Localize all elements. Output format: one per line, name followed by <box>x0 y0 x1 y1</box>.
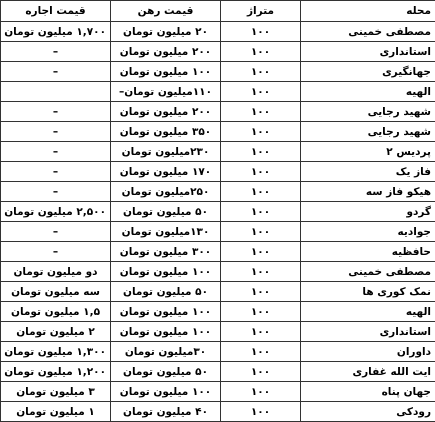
cell-mortgage-price: ۱۰۰ میلیون تومان <box>111 302 221 322</box>
cell-mortgage-price: ۳۰میلیون تومان <box>111 342 221 362</box>
cell-neighborhood: جوادیه <box>301 222 435 242</box>
cell-mortgage-price: ۴۰ میلیون تومان <box>111 402 221 422</box>
table-row <box>1 262 435 282</box>
cell-neighborhood: جهانگیری <box>301 62 435 82</box>
cell-mortgage-price: ۳۰۰ میلیون تومان <box>111 242 221 262</box>
cell-neighborhood: هیکو فاز سه <box>301 182 435 202</box>
cell-neighborhood: جهان پناه <box>301 382 435 402</box>
cell-area: ۱۰۰ <box>221 342 301 362</box>
cell-neighborhood: پردیس ۲ <box>301 142 435 162</box>
cell-rent-price: – <box>1 242 111 262</box>
cell-mortgage-price: ۲۵۰میلیون تومان <box>111 182 221 202</box>
table-row <box>1 362 435 382</box>
table-body <box>1 22 435 422</box>
cell-rent-price: ۳ میلیون تومان <box>1 382 111 402</box>
cell-area: ۱۰۰ <box>221 382 301 402</box>
cell-area: ۱۰۰ <box>221 82 301 102</box>
cell-rent-price: – <box>1 182 111 202</box>
cell-rent-price: دو میلیون تومان <box>1 262 111 282</box>
cell-rent-price: – <box>1 42 111 62</box>
header-row <box>1 1 435 22</box>
table-row <box>1 242 435 262</box>
header-rent-price: قیمت اجاره <box>1 1 111 22</box>
table-row <box>1 142 435 162</box>
table-row <box>1 382 435 402</box>
cell-area: ۱۰۰ <box>221 102 301 122</box>
cell-rent-price: ۱,۳۰۰ میلیون تومان <box>1 342 111 362</box>
cell-mortgage-price: ۱۰۰ میلیون تومان <box>111 262 221 282</box>
cell-area: ۱۰۰ <box>221 242 301 262</box>
cell-area: ۱۰۰ <box>221 222 301 242</box>
table-row <box>1 402 435 422</box>
cell-neighborhood: الهیه <box>301 82 435 102</box>
cell-neighborhood: حافظیه <box>301 242 435 262</box>
cell-area: ۱۰۰ <box>221 362 301 382</box>
cell-neighborhood: استانداری <box>301 322 435 342</box>
header-neighborhood: محله <box>301 1 435 22</box>
cell-mortgage-price: ۲۰۰ میلیون تومان <box>111 42 221 62</box>
cell-area: ۱۰۰ <box>221 162 301 182</box>
cell-area: ۱۰۰ <box>221 62 301 82</box>
cell-neighborhood: نمک کوری ها <box>301 282 435 302</box>
header-area: متراژ <box>221 1 301 22</box>
cell-area: ۱۰۰ <box>221 182 301 202</box>
table-row <box>1 322 435 342</box>
cell-area: ۱۰۰ <box>221 402 301 422</box>
table-row <box>1 202 435 222</box>
table-row <box>1 22 435 42</box>
table-row <box>1 302 435 322</box>
table-row <box>1 182 435 202</box>
cell-neighborhood: ایت الله غفاری <box>301 362 435 382</box>
cell-area: ۱۰۰ <box>221 322 301 342</box>
cell-area: ۱۰۰ <box>221 142 301 162</box>
cell-mortgage-price: ۲۳۰میلیون تومان <box>111 142 221 162</box>
cell-rent-price: ۱,۷۰۰ میلیون تومان <box>1 22 111 42</box>
table-row <box>1 42 435 62</box>
table-row <box>1 62 435 82</box>
cell-rent-price: سه میلیون تومان <box>1 282 111 302</box>
cell-mortgage-price: ۱۰۰ میلیون تومان <box>111 322 221 342</box>
cell-mortgage-price: ۱۱۰میلیون تومان– <box>111 82 221 102</box>
cell-mortgage-price: ۱۰۰ میلیون تومان <box>111 382 221 402</box>
cell-rent-price: ۲,۵۰۰ میلیون تومان <box>1 202 111 222</box>
header-mortgage-price: قیمت رهن <box>111 1 221 22</box>
cell-rent-price: – <box>1 162 111 182</box>
cell-neighborhood: الهیه <box>301 302 435 322</box>
cell-rent-price: – <box>1 102 111 122</box>
cell-area: ۱۰۰ <box>221 122 301 142</box>
cell-neighborhood: شهید رجایی <box>301 102 435 122</box>
cell-mortgage-price: ۱۷۰ میلیون تومان <box>111 162 221 182</box>
cell-area: ۱۰۰ <box>221 262 301 282</box>
cell-area: ۱۰۰ <box>221 22 301 42</box>
cell-neighborhood: مصطفی خمینی <box>301 22 435 42</box>
cell-neighborhood: استانداری <box>301 42 435 62</box>
table-row <box>1 82 435 102</box>
cell-rent-price: ۱ میلیون تومان <box>1 402 111 422</box>
table-row <box>1 282 435 302</box>
cell-area: ۱۰۰ <box>221 302 301 322</box>
cell-area: ۱۰۰ <box>221 282 301 302</box>
cell-neighborhood: داوران <box>301 342 435 362</box>
cell-area: ۱۰۰ <box>221 42 301 62</box>
table-row <box>1 342 435 362</box>
cell-rent-price: – <box>1 142 111 162</box>
cell-rent-price: – <box>1 222 111 242</box>
table-row <box>1 122 435 142</box>
table-row <box>1 162 435 182</box>
cell-mortgage-price: ۵۰ میلیون تومان <box>111 282 221 302</box>
cell-neighborhood: رودکی <box>301 402 435 422</box>
cell-rent-price: ۱,۵ میلیون تومان <box>1 302 111 322</box>
cell-mortgage-price: ۳۵۰ میلیون تومان <box>111 122 221 142</box>
cell-rent-price: – <box>1 62 111 82</box>
cell-mortgage-price: ۱۳۰میلیون تومان <box>111 222 221 242</box>
cell-rent-price: ۱,۲۰۰ میلیون تومان <box>1 362 111 382</box>
cell-neighborhood: گردو <box>301 202 435 222</box>
cell-rent-price: ۲ میلیون تومان <box>1 322 111 342</box>
table-row <box>1 102 435 122</box>
cell-mortgage-price: ۵۰ میلیون تومان <box>111 362 221 382</box>
cell-area: ۱۰۰ <box>221 202 301 222</box>
cell-mortgage-price: ۲۰ میلیون تومان <box>111 22 221 42</box>
table-row <box>1 222 435 242</box>
cell-mortgage-price: ۲۰۰ میلیون تومان <box>111 102 221 122</box>
cell-neighborhood: مصطفی خمینی <box>301 262 435 282</box>
cell-neighborhood: شهید رجایی <box>301 122 435 142</box>
cell-rent-price <box>1 82 111 102</box>
cell-mortgage-price: ۱۰۰ میلیون تومان <box>111 62 221 82</box>
cell-neighborhood: فاز یک <box>301 162 435 182</box>
cell-rent-price: – <box>1 122 111 142</box>
cell-mortgage-price: ۵۰ میلیون تومان <box>111 202 221 222</box>
